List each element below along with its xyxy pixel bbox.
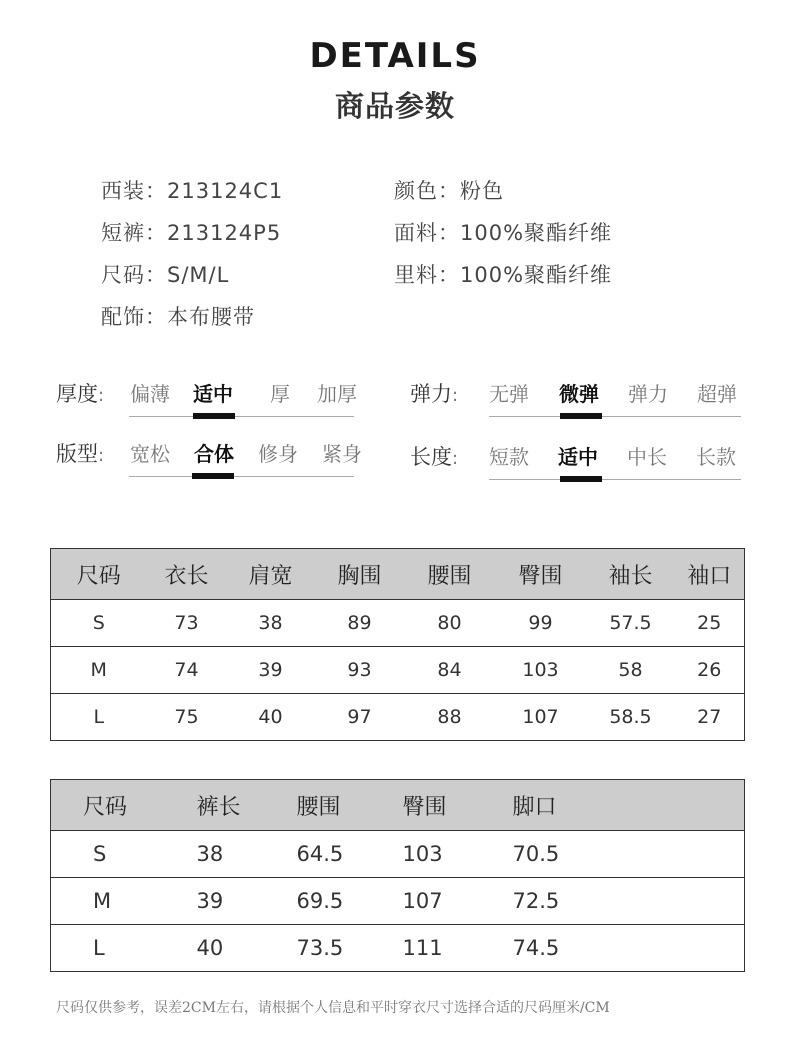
table-cell: 58.5 [587, 694, 675, 741]
table-cell: 84 [405, 647, 495, 694]
table-cell: L [51, 925, 197, 972]
scale-option-selected: 微弹 [559, 382, 599, 406]
table-cell: 103 [403, 831, 513, 878]
shorts-size-table [50, 779, 745, 972]
params-left [101, 174, 283, 342]
table-cell: 73.5 [297, 925, 403, 972]
param-label: 配饰 [101, 305, 145, 329]
scale-selected-mark [193, 413, 235, 419]
scale-option: 中长 [627, 445, 667, 469]
header-cell: 腰围 [405, 549, 495, 600]
table-header-row [51, 549, 745, 600]
scale-selected-mark [192, 473, 234, 479]
title-chinese: 商品参数 [334, 89, 455, 123]
table-cell: 97 [315, 694, 405, 741]
param-row: 配饰：本布腰带 [101, 305, 255, 329]
table-cell: 38 [197, 831, 297, 878]
params-right [394, 174, 612, 300]
param-value: 本布腰带 [167, 305, 255, 329]
table-cell: 107 [495, 694, 587, 741]
scale-option-selected: 适中 [193, 382, 233, 406]
param-row: 短裤：213124P5 [101, 221, 282, 245]
table-cell: 72.5 [513, 878, 745, 925]
table-cell: 25 [675, 600, 745, 647]
header-cell: 臀围 [403, 780, 513, 831]
table-cell: 74.5 [513, 925, 745, 972]
param-label: 尺码 [101, 263, 145, 287]
scale-selected-mark [560, 413, 602, 419]
table-cell: 74 [147, 647, 227, 694]
header-cell: 尺码 [51, 549, 147, 600]
table-cell: 73 [147, 600, 227, 647]
table-cell: 70.5 [513, 831, 745, 878]
header-cell: 肩宽 [227, 549, 315, 600]
table-cell: 93 [315, 647, 405, 694]
param-label: 西装 [101, 179, 145, 203]
table-row [51, 878, 745, 925]
table-cell: 40 [197, 925, 297, 972]
table-cell: 27 [675, 694, 745, 741]
table-cell: S [51, 600, 147, 647]
scale-selected-mark [560, 476, 602, 482]
param-row: 颜色：粉色 [394, 179, 504, 203]
header-cell: 尺码 [51, 780, 197, 831]
scale-option: 弹力 [628, 382, 668, 406]
header-cell: 腰围 [297, 780, 403, 831]
scale-track [489, 416, 741, 417]
header-cell: 袖长 [587, 549, 675, 600]
header-cell: 袖口 [675, 549, 745, 600]
table-cell: 39 [197, 878, 297, 925]
scale-option-selected: 合体 [194, 442, 234, 466]
table-cell: 38 [227, 600, 315, 647]
table-row [51, 694, 745, 741]
table-cell: S [51, 831, 197, 878]
param-row: 里料：100%聚酯纤维 [394, 263, 613, 287]
table-row [51, 600, 745, 647]
scale-option: 长款 [696, 445, 736, 469]
scale-option: 加厚 [317, 382, 357, 406]
table-row [51, 831, 745, 878]
scale-option: 厚 [270, 382, 290, 406]
param-value: 213124P5 [167, 221, 282, 245]
scale-option-selected: 适中 [558, 445, 598, 469]
param-row: 面料：100%聚酯纤维 [394, 221, 613, 245]
table-cell: 40 [227, 694, 315, 741]
param-value: S/M/L [167, 263, 230, 287]
table-cell: 103 [495, 647, 587, 694]
title-english: DETAILS [309, 36, 481, 76]
scale-track [129, 416, 354, 417]
table-cell: 111 [403, 925, 513, 972]
scale-label: 厚度: [56, 382, 105, 406]
param-value: 213124C1 [167, 179, 284, 203]
table-row [51, 925, 745, 972]
table-cell: 107 [403, 878, 513, 925]
header-cell: 衣长 [147, 549, 227, 600]
table-header-row [51, 780, 745, 831]
table-row [51, 647, 745, 694]
scale-label: 长度: [410, 445, 459, 469]
scale-length [410, 441, 744, 491]
header-cell: 脚口 [513, 780, 745, 831]
param-label: 里料 [394, 263, 438, 287]
scale-option: 超弹 [697, 382, 737, 406]
param-label: 颜色 [394, 179, 438, 203]
param-row: 西装：213124C1 [101, 179, 284, 203]
table-cell: 64.5 [297, 831, 403, 878]
scale-thickness [56, 378, 366, 428]
scale-track [129, 476, 354, 477]
table-cell: L [51, 694, 147, 741]
table-cell: 57.5 [587, 600, 675, 647]
scale-option: 无弹 [489, 382, 529, 406]
table-cell: M [51, 878, 197, 925]
param-value: 粉色 [460, 179, 504, 203]
header-cell: 臀围 [495, 549, 587, 600]
scale-fit [56, 438, 366, 488]
table-cell: 69.5 [297, 878, 403, 925]
scale-label: 版型: [56, 442, 105, 466]
jacket-size-table [50, 548, 745, 741]
header-cell: 胸围 [315, 549, 405, 600]
scale-option: 宽松 [130, 442, 170, 466]
table-cell: 80 [405, 600, 495, 647]
param-label: 短裤 [101, 221, 145, 245]
scale-option: 偏薄 [130, 382, 170, 406]
table-cell: 99 [495, 600, 587, 647]
size-note: 尺码仅供参考，误差2CM左右，请根据个人信息和平时穿衣尺寸选择合适的尺码厘米/CM [56, 1000, 610, 1016]
table-cell: 26 [675, 647, 745, 694]
table-cell: 39 [227, 647, 315, 694]
table-cell: M [51, 647, 147, 694]
table-cell: 89 [315, 600, 405, 647]
scale-label: 弹力: [410, 382, 459, 406]
scale-elasticity [410, 378, 744, 428]
scale-option: 修身 [258, 442, 298, 466]
param-label: 面料 [394, 221, 438, 245]
scale-option: 短款 [489, 445, 529, 469]
table-cell: 75 [147, 694, 227, 741]
param-row: 尺码：S/M/L [101, 263, 230, 287]
table-cell: 58 [587, 647, 675, 694]
param-value: 100%聚酯纤维 [460, 263, 613, 287]
table-cell: 88 [405, 694, 495, 741]
scale-track [489, 479, 741, 480]
scale-option: 紧身 [322, 442, 362, 466]
header-cell: 裤长 [197, 780, 297, 831]
param-value: 100%聚酯纤维 [460, 221, 613, 245]
